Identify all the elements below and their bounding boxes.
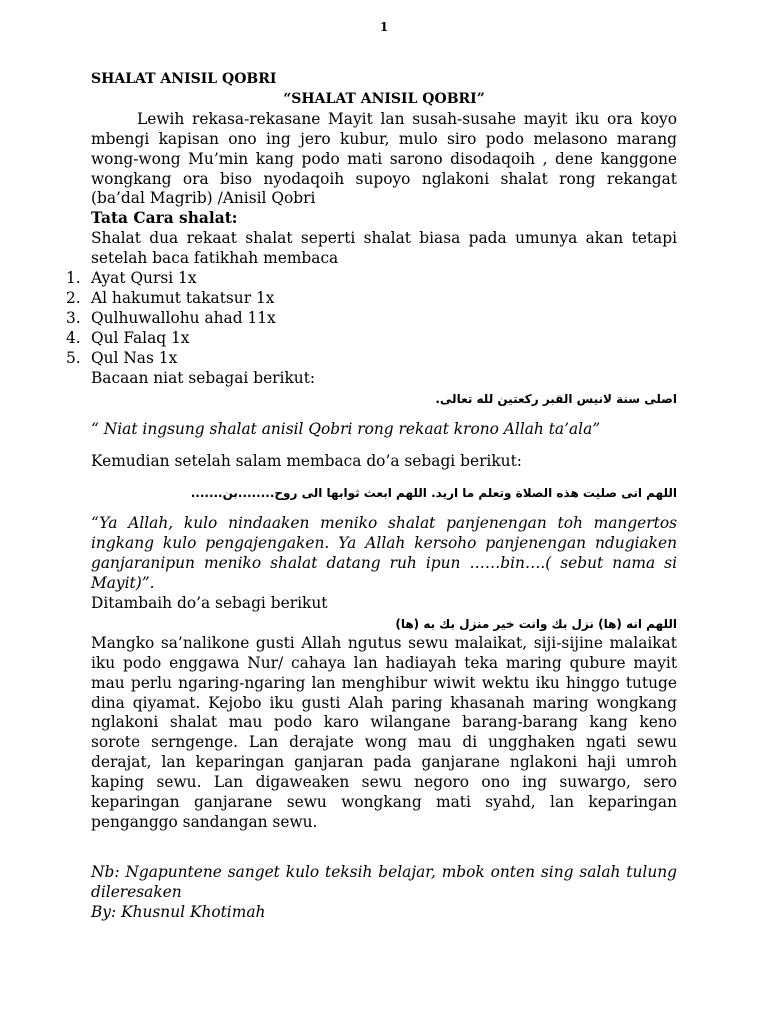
list-item bbox=[66, 328, 677, 349]
list-item bbox=[66, 348, 677, 369]
list-item-text: Ayat Qursi 1x bbox=[91, 269, 197, 288]
spacer bbox=[91, 409, 677, 420]
document-title: SHALAT ANISIL QOBRI bbox=[91, 71, 277, 87]
list-item-text: Qul Falaq 1x bbox=[91, 328, 190, 347]
doa-translation: “Ya Allah, kulo nindaaken meniko shalat panjenengan toh mangertos ingkang kulo pengajengaken. Ya Allah kersoho panjenengan ndugiaken ganjaranipun meniko shalat datang ruh ipun ……bin….( sebut nama si Mayit)”. bbox=[91, 514, 677, 593]
spacer bbox=[91, 439, 677, 452]
ditambaih-arabic-text: اللهم انه (ها) نزل بك وانت خير منزل بك به (ها) bbox=[395, 616, 677, 631]
spacer bbox=[91, 472, 677, 483]
doa-intro: Kemudian setelah salam membaca do’a sebagi berikut: bbox=[91, 452, 522, 471]
closing-paragraph: Mangko sa’nalikone gusti Allah ngutus sewu malaikat, siji-sijine malaikat iku podo enggawa Nur/ cahaya lan hadiayah teka maring qubure mayit mau perlu ngaring-ngaring lan menghibur wiwit wektu iku hinggo tutuge dina qiyamat. Kejobo iku gusti Alah paring khasanah maring wongkang nglakoni shalat mau podo karo wilangane barang-barang kang keno sorote serngenge. Lan derajate wong mau di ungghaken ngati sewu derajat, lan keparingan ganjaran pada ganjarane nglakoni haji umroh kaping sewu. Lan digaweaken sewu negoro ono ing suwargo, sero keparingan ganjarane sewu wongkang mati syahd, lan keparingan penganggo sandangan sewu. bbox=[91, 633, 677, 831]
list-number: 2. bbox=[66, 288, 81, 307]
spacer bbox=[91, 833, 677, 863]
list-item-text: Qul Nas 1x bbox=[91, 348, 178, 367]
list-item bbox=[66, 288, 677, 309]
list-number: 5. bbox=[66, 348, 81, 367]
tata-cara-paragraph: Shalat dua rekaat shalat seperti shalat biasa pada umunya akan tetapi setelah baca fatikhah membaca bbox=[91, 229, 677, 268]
document-subtitle: “SHALAT ANISIL QOBRI” bbox=[283, 90, 485, 107]
list-number: 1. bbox=[66, 269, 81, 288]
niat-arabic-text: اصلى سنة لانيس القبر ركعتين لله تعالى. bbox=[435, 391, 677, 406]
spacer bbox=[91, 503, 677, 514]
list-item bbox=[66, 269, 677, 289]
niat-translation: “ Niat ingsung shalat anisil Qobri rong rekaat krono Allah ta’ala” bbox=[91, 419, 601, 438]
niat-intro: Bacaan niat sebagai berikut: bbox=[91, 368, 316, 387]
surah-list bbox=[66, 269, 677, 369]
list-item bbox=[66, 308, 677, 329]
list-number: 3. bbox=[66, 308, 81, 327]
list-item-text: Al hakumut takatsur 1x bbox=[91, 288, 275, 307]
intro-paragraph: Lewih rekasa-rekasane Mayit lan susah-susahe mayit iku ora koyo mbengi kapisan ono ing jero kubur, mulo siro podo melasono marang wong-wong Mu’min kang podo mati sarono disodaqoih , dene kanggone wongkang ora biso nyodaqoih supoyo nglakoni shalat rong rekangat (ba’dal Magrib) /Anisil Qobri bbox=[91, 109, 677, 208]
document-body bbox=[66, 70, 677, 923]
tata-cara-heading: Tata Cara shalat: bbox=[91, 209, 238, 228]
author-signature: By: Khusnul Khotimah bbox=[91, 902, 266, 921]
closing-note: Nb: Ngapuntene sanget kulo teksih belajar, mbok onten sing salah tulung dileresaken bbox=[91, 862, 677, 901]
page-number: 1 bbox=[379, 20, 389, 34]
list-item-text: Qulhuwallohu ahad 11x bbox=[91, 308, 276, 327]
doa-arabic-text: اللهم انى صليت هذه الصلاة وتعلم ما اريد. اللهم ابعث ثوابها الى روح........بن....... bbox=[190, 486, 677, 501]
ditambaih-heading: Ditambaih do’a sebagi berikut bbox=[91, 593, 328, 612]
list-number: 4. bbox=[66, 328, 81, 347]
